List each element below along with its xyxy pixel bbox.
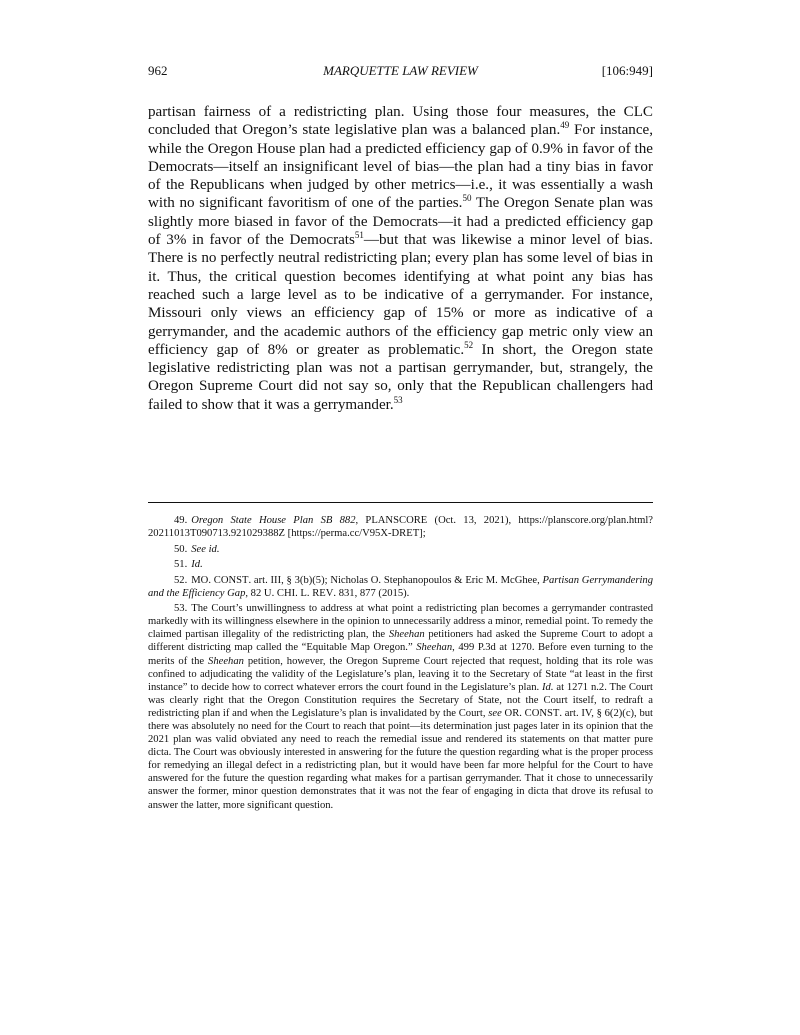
footnote-text: LAN (371, 515, 394, 526)
footnote-text: Id. (191, 559, 203, 571)
footnote-text: CORE (399, 515, 428, 526)
footnote-text: at 1271 n.2. The Court was clearly right that the Oregon Constitution requires the Secretary of State, not the Court itself, to redraft a redistricting plan if and when the Legislature’s plan is invalidated by the Court, (148, 681, 653, 719)
signal-see: see (488, 707, 502, 719)
footnote-text: , P (355, 515, 372, 526)
footnote-text: HI (283, 587, 296, 599)
footnote-text: petition, however, the Oregon Supreme Court rejected that request, holding that its role was confined to adjudicating the validity of the Legislature’s plan, leaving it to the Secretary of State “at least in the first instance” to decide how to correct whatever errors the court found in the Legislature’s plan. (148, 655, 653, 693)
footnote-49 (148, 514, 653, 540)
footnote-text: R (512, 707, 520, 719)
footnote-text: ONST (531, 707, 560, 719)
footnote-text: . C (519, 707, 532, 719)
running-header (148, 63, 653, 83)
footnote-text: , 82 U. C (245, 587, 284, 599)
footnote-text: . C (208, 574, 221, 586)
page-number: 962 (148, 63, 168, 78)
volume-citation: [106:949] (601, 63, 653, 78)
footnote-number: 53. (174, 603, 188, 615)
main-paragraph (148, 103, 653, 414)
footnote-ref-50[interactable]: 50 (462, 193, 472, 204)
footnote-text: S (393, 515, 399, 526)
footnote-title: Partisan Gerrymandering and the Efficiency Gap (148, 574, 653, 599)
footnote-ref-52[interactable]: 52 (464, 339, 474, 350)
body-sentence: partisan fairness of a redistricting plan. Using those four measures, the CLC concluded that Oregon’s state legislative plan was a balanced plan. (148, 104, 653, 139)
footnotes (148, 514, 653, 814)
footnote-50 (148, 543, 653, 556)
footnote-text: See id. (191, 543, 220, 555)
footnote-text: M (191, 574, 201, 586)
body-sentence: For instance, while the Oregon House plan had a predicted efficiency gap of 0.9% in favor of the Democrats—itself an insignificant level of bias—the plan had a tiny bias in favor of the Republicans when judged by other metrics—i.e., it was essentially a wash with no significant favoritism of one of the parties. (148, 122, 653, 212)
footnote-text: O (501, 707, 513, 719)
footnote-link-text[interactable]: (Oct. 13, 2021), https://planscore.org/plan.html?20211013T090713.921029388Z [https://perma.cc/V95X-DRET]; (148, 515, 653, 540)
footnote-text: . art. IV, § 6(2)(c), but there was absolutely no need for the Court to reach that point—its determination just pages later in its opinion that the 2021 plan was valid obviated any need to reach the remedial issue and rendered its statements on that matter pure dicta. The Court was obviously interested in answering for the future the question regarding what is the proper process for remedying an illegal defect in a redistricting plan, but it would have been far more helpful for the Court to have answered for the future the question regarding what makes for a partisan gerrymander. That it chose to unnecessarily answer the former, minor question demonstrates that it was not the fear of engaging in dicta that drove its refusal to answer the latter, more significant question. (148, 707, 653, 811)
footnote-text: ONST (220, 574, 249, 586)
footnote-title: Oregon State House Plan SB 882 (191, 515, 356, 526)
footnote-number: 51. (174, 559, 188, 571)
case-name: Sheehan (208, 655, 244, 667)
case-name: Sheehan (416, 642, 453, 654)
body-sentence: —but that was likewise a minor level of bias. There is no perfectly neutral redistricting plan; every plan has some level of bias in it. Thus, the critical question becomes identifying at what point any bias has reached such a large level as to be indicative of a gerrymander. For instance, Missouri only views an efficiency gap of 15% or more as indicative of a gerrymander, and the academic authors of the efficiency gap metric only view an efficiency gap of 8% or greater as problematic. (148, 232, 653, 358)
footnote-text: The Court’s unwillingness to address at what point a redistricting plan becomes a gerrymander contrasted markedly with its willingness elsewhere in the opinion to unnecessarily address a minor, remedial point. To remedy the claimed partisan illegality of the redistricting plan, the (148, 603, 653, 641)
case-name: Sheehan (388, 629, 425, 641)
footnote-number: 50. (174, 543, 188, 555)
footnote-text: . L. R (295, 587, 320, 599)
footnote-ref-53[interactable]: 53 (393, 394, 403, 405)
signal-id: Id. (542, 681, 554, 693)
body-sentence: The Oregon Senate plan was slightly more biased in favor of the Democrats—it had a predicted efficiency gap of 3% in favor of the Democrats (148, 195, 653, 249)
journal-title: MARQUETTE LAW REVIEW (323, 63, 478, 78)
footnote-53 (148, 602, 653, 812)
footnote-number: 49. (174, 515, 188, 526)
footnote-text: O (200, 574, 209, 586)
footnote-text: petitioners had asked the Supreme Court to adopt a different districting map called the “Equitable Map Oregon.” (148, 629, 653, 654)
footnote-52 (148, 574, 653, 600)
footnote-divider (148, 502, 653, 503)
footnote-text: EV (319, 587, 334, 599)
footnote-text: , 499 P.3d at 1270. Before even turning to the merits of the (148, 642, 654, 667)
footnote-text: . art. III, § 3(b)(5); Nicholas O. Stephanopoulos & Eric M. McGhee, (248, 574, 543, 586)
footnote-ref-49[interactable]: 49 (560, 120, 570, 131)
footnote-ref-51[interactable]: 51 (354, 230, 364, 241)
footnote-51 (148, 558, 653, 571)
body-sentence: In short, the Oregon state legislative redistricting plan was not a partisan gerrymander, but, strangely, the Oregon Supreme Court did not say so, only that the Republican challengers had failed to show that it was a gerrymander. (148, 341, 653, 413)
footnote-number: 52. (174, 574, 188, 586)
footnote-text: . 831, 877 (2015). (333, 587, 410, 599)
